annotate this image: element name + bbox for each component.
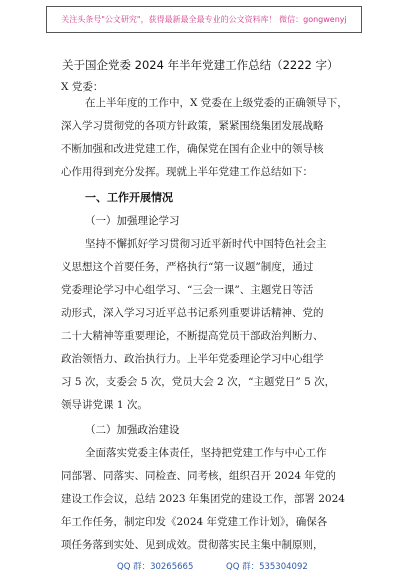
footer-qq-group-1: QQ 群：30265665 <box>117 562 194 572</box>
body-line: 年工作任务，制定印发《2024 年党建工作计划》，确保各 <box>61 516 328 528</box>
body-line: 政治领悟力、政治执行力。上半年党委理论学习中心组学 <box>61 353 324 365</box>
body-line: 领导讲党课 1 次。 <box>61 399 148 411</box>
intro-line: 不断加强和改进党建工作，确保党在国有企业中的领导核 <box>61 143 324 155</box>
body-line: 项任务落到实处、见到成效。贯彻落实民主集中制原则， <box>61 539 324 551</box>
body-line: 坚持不懈抓好学习贯彻习近平新时代中国特色社会主 <box>85 238 327 250</box>
header-banner <box>46 6 362 33</box>
document-title: 关于国企党委 2024 年半年党建工作总结（2222 字） <box>62 58 339 72</box>
intro-line: 心作用得到充分发挥。现就上半年党建工作总结如下： <box>61 166 313 178</box>
intro-line: 在上半年度的工作中，X 党委在上级党委的正确领导下， <box>85 97 348 109</box>
body-line: 二十大精神等重要理论，不断提高党员干部政治判断力、 <box>61 330 324 342</box>
footer-qq-group-2: QQ 群：535304092 <box>226 562 308 572</box>
subsection-heading: （一）加强理论学习 <box>85 215 180 227</box>
body-line: 习 5 次，支委会 5 次，党员大会 2 次，“主题党日” 5 次， <box>61 376 336 388</box>
intro-line: 深入学习贯彻党的各项方针政策，紧紧围绕集团发展战略 <box>61 120 324 132</box>
subsection-heading: （二）加强政治建设 <box>85 424 180 436</box>
body-line: 全面落实党委主体责任，坚持把党建工作与中心工作 <box>85 447 327 459</box>
body-line: 动形式，深入学习习近平总书记系列重要讲话精神、党的 <box>61 307 324 319</box>
body-line: 党委理论学习中心组学习、“三会一课”、主题党日等活 <box>61 284 314 296</box>
header-banner-text: 关注头条号"公文研究"，获得最新最全最专业的公文资料库！ 微信：gongwenyj <box>61 15 347 24</box>
salutation: X 党委： <box>61 81 104 93</box>
body-line: 义思想这个首要任务，严格执行“第一议题”制度，通过 <box>61 261 314 273</box>
body-line: 建设工作会议，总结 2023 年集团党的建设工作，部署 2024 <box>61 493 345 505</box>
section-heading: 一、工作开展情况 <box>85 191 173 204</box>
body-line: 同部署、同落实、同检查、同考核，组织召开 2024 年党的 <box>61 470 336 482</box>
